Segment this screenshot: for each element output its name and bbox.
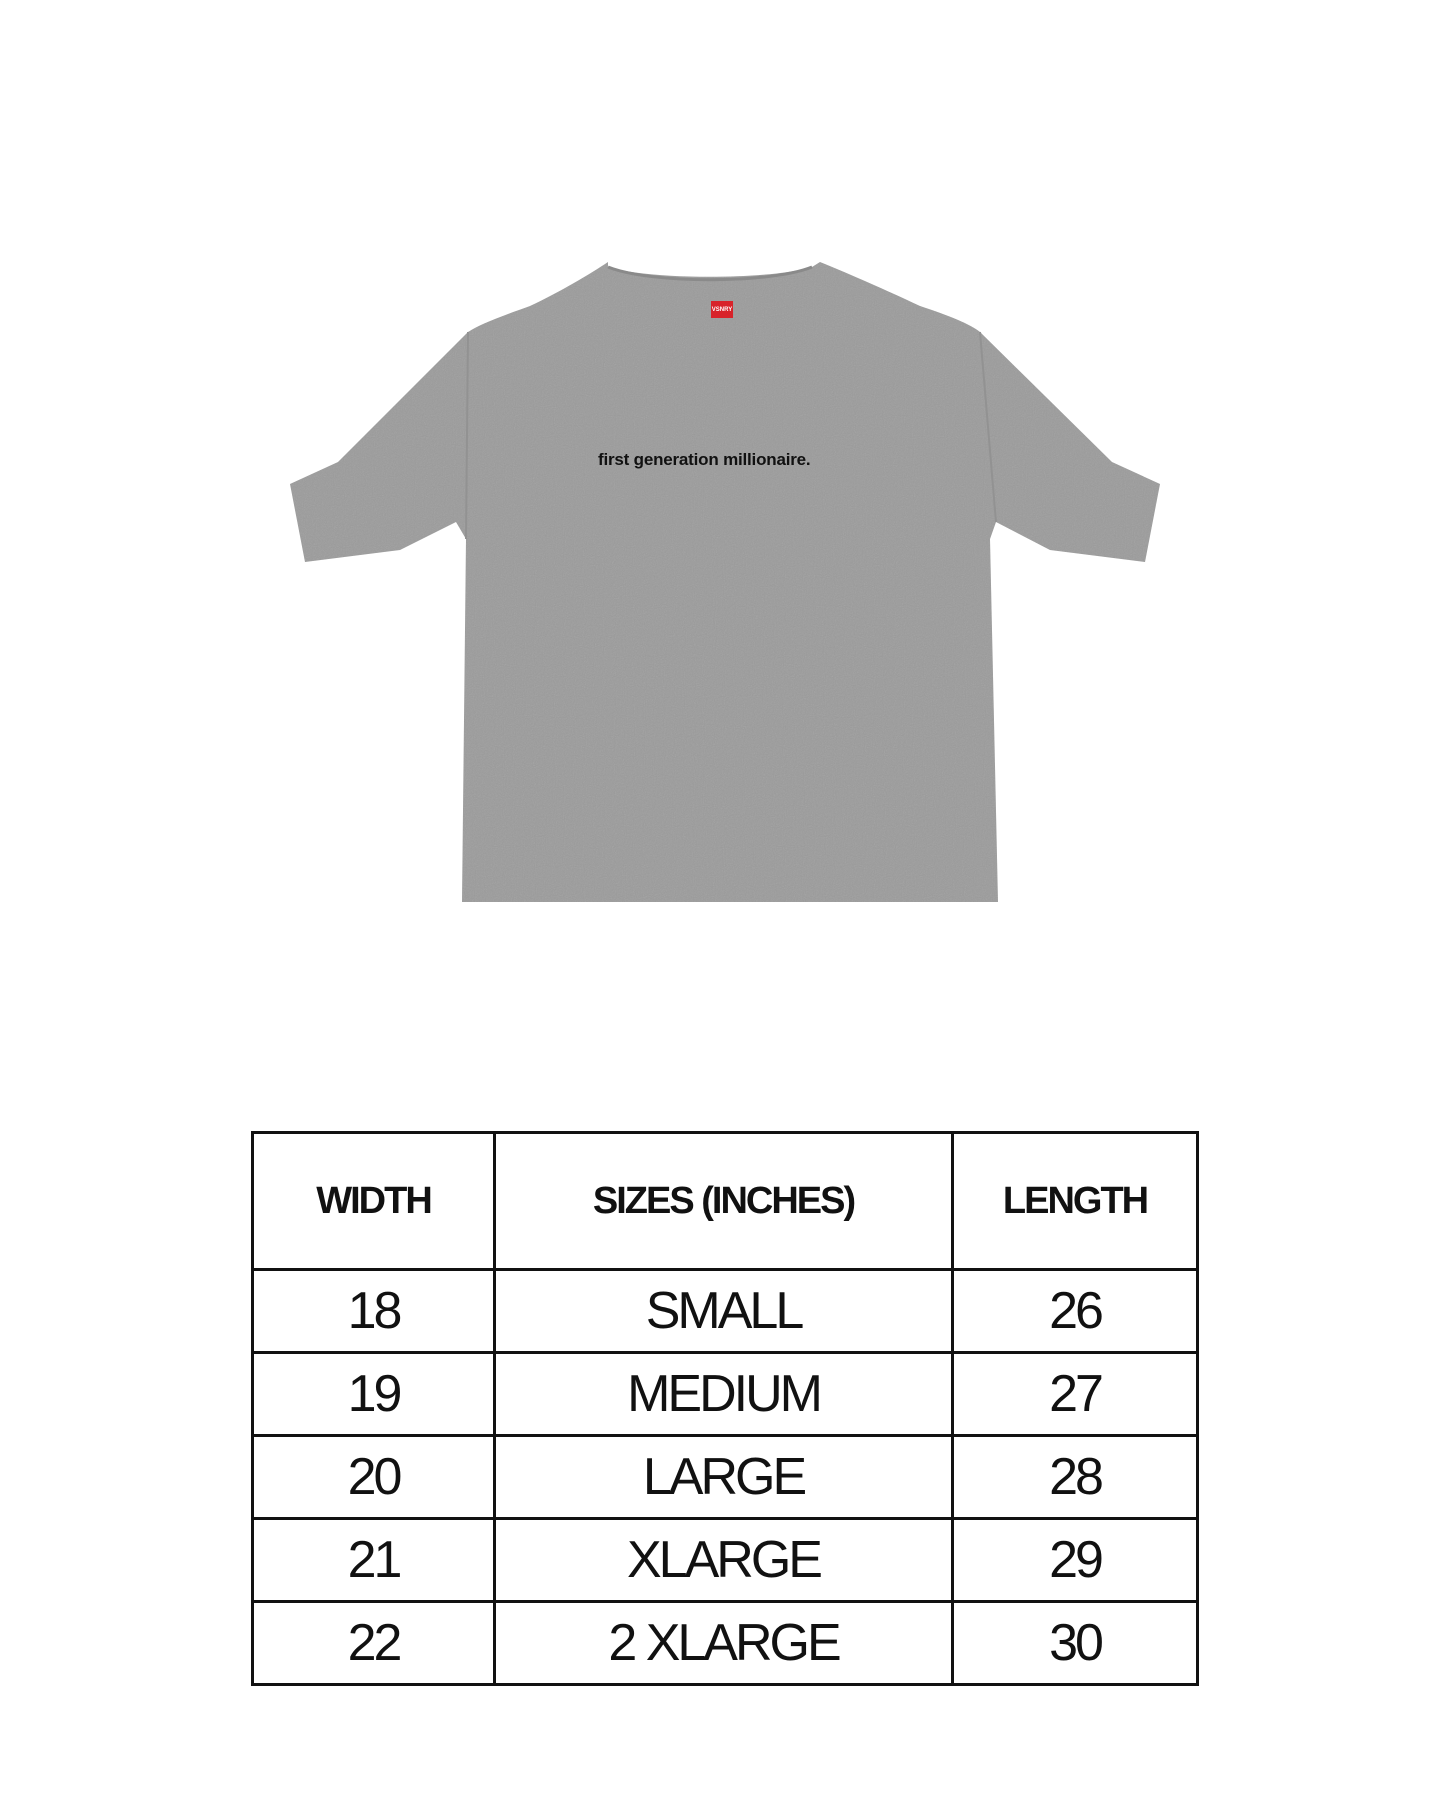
header-length: LENGTH [953,1133,1198,1270]
cell-width: 19 [253,1353,495,1436]
cell-size: LARGE [495,1436,953,1519]
header-width: WIDTH [253,1133,495,1270]
table-row [253,1436,1198,1519]
size-chart-table [251,1131,1199,1686]
header-sizes: SIZES (INCHES) [495,1133,953,1270]
cell-size: XLARGE [495,1519,953,1602]
cell-length: 27 [953,1353,1198,1436]
cell-width: 18 [253,1270,495,1353]
table-row [253,1353,1198,1436]
cell-length: 26 [953,1270,1198,1353]
table-row [253,1270,1198,1353]
shirt-print-text: first generation millionaire. [598,450,811,469]
tshirt-body [290,262,1160,902]
cell-width: 22 [253,1602,495,1685]
table-row [253,1519,1198,1602]
table-row [253,1602,1198,1685]
cell-size: 2 XLARGE [495,1602,953,1685]
cell-length: 28 [953,1436,1198,1519]
cell-width: 20 [253,1436,495,1519]
cell-length: 29 [953,1519,1198,1602]
cell-length: 30 [953,1602,1198,1685]
tshirt-image [290,262,1160,902]
table-header-row [253,1133,1198,1270]
cell-width: 21 [253,1519,495,1602]
cell-size: SMALL [495,1270,953,1353]
brand-label-tag: VSNRY [711,301,733,318]
cell-size: MEDIUM [495,1353,953,1436]
